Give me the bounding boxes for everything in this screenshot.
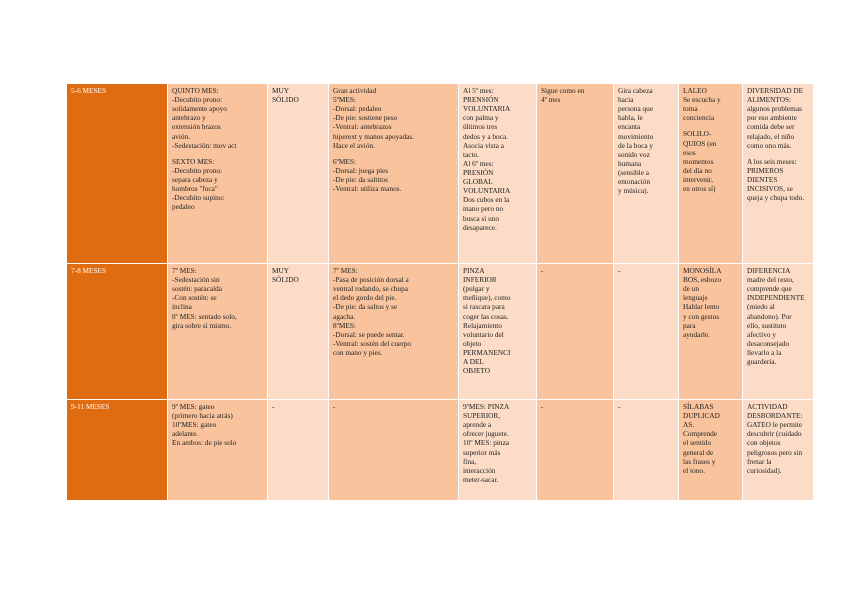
- cell-text-line: 9ºMES: PINZA: [463, 402, 510, 411]
- cell-text-line: curiosidad).: [747, 465, 782, 475]
- spacer: [683, 122, 739, 129]
- cell-text-line: Hablar lento: [683, 302, 720, 312]
- cell-text-line: QUINTO MES:: [172, 86, 219, 95]
- cell-text-line: 7º MES:: [172, 266, 197, 275]
- cell-text-line: 10º MES: pinza: [463, 438, 510, 448]
- cell-text-line: con palma y: [463, 113, 499, 123]
- cell-text-line: por eso ambiente: [747, 113, 797, 123]
- cell-text-line: -: [541, 402, 544, 411]
- cell-text-line: comprende que: [747, 284, 792, 294]
- cell-text-line: gira sobre sí mismo.: [172, 320, 232, 330]
- motor-cell: [168, 400, 268, 501]
- cell-text-line: extensión brazos: [172, 122, 221, 132]
- cell-text-line: SOLILO-: [683, 129, 712, 139]
- cell-text-line: lenguaje: [683, 293, 708, 303]
- cell-text-line: si rascara para: [463, 302, 505, 312]
- cell-text-line: con objetos: [747, 438, 781, 448]
- cell-text-line: meter-sacar.: [463, 474, 499, 484]
- cell-text-line: solidamente apoyo: [172, 104, 227, 114]
- age-cell: [67, 400, 168, 501]
- age-label: 5-6 MESES: [71, 86, 107, 95]
- cell-text-line: Comprende: [683, 429, 718, 439]
- development-table: [66, 83, 814, 501]
- cell-text-line: últimos tres: [463, 122, 498, 132]
- age-label: 7-8 MESES: [71, 266, 107, 275]
- vision-cell: [537, 84, 614, 264]
- cell-text-line: tacto.: [463, 149, 480, 159]
- cell-text-line: VOLUNTARIA: [463, 104, 511, 114]
- cell-text-line: ofrecer juguete.: [463, 429, 509, 439]
- cell-text-line: desaconsejado: [747, 338, 790, 348]
- cell-text-line: -Con sostén: se: [172, 293, 217, 303]
- age-cell: [67, 84, 168, 264]
- cell-text-line: LALEO: [683, 86, 707, 95]
- cell-text-line: coger las cosas.: [463, 311, 509, 321]
- cell-text-line: guardería.: [747, 357, 777, 367]
- vision-cell: [537, 264, 614, 400]
- cell-text-line: Dos cubos en la: [463, 195, 510, 205]
- tone-cell: [268, 84, 329, 264]
- spacer: [172, 150, 264, 157]
- cell-text-line: aprende a: [463, 420, 492, 430]
- cell-text-line: frenar la: [747, 456, 772, 466]
- cell-text-line: -: [618, 402, 621, 411]
- grasp-cell: [459, 400, 537, 501]
- cell-text-line: como uno más.: [747, 140, 792, 150]
- cell-text-line: DIFERENCIA: [747, 266, 791, 275]
- cell-text-line: 5ºMES:: [333, 95, 356, 105]
- cell-text-line: Hace el avión.: [333, 140, 375, 150]
- activity-cell: [329, 264, 459, 400]
- cell-text-line: -Ventral: antebrazos: [333, 122, 392, 132]
- cell-text-line: -Decubito supino:: [172, 193, 225, 203]
- cell-text-line: adelante.: [172, 429, 199, 439]
- cell-text-line: interacción: [463, 465, 496, 475]
- cell-text-line: superior más: [463, 447, 501, 457]
- cell-text-line: dedos y a boca.: [463, 131, 508, 141]
- cell-text-line: 9º MES: gateo: [172, 402, 215, 411]
- cell-text-line: MUY: [272, 266, 290, 275]
- cell-text-line: 7º MES:: [333, 266, 358, 275]
- cell-text-line: PINZA: [463, 266, 485, 275]
- hearing-cell: [614, 84, 679, 264]
- cell-text-line: humana: [618, 158, 642, 168]
- cell-text-line: de la boca y: [618, 140, 654, 150]
- cell-text-line: comida debe ser: [747, 122, 795, 132]
- table-body: [67, 84, 814, 501]
- cell-text-line: 10ºMES: gateo: [172, 420, 217, 430]
- cell-text-line: -Sedestación: mov act: [172, 140, 237, 150]
- cell-text-line: momentos: [683, 156, 714, 166]
- cell-text-line: el tono.: [683, 465, 705, 475]
- cell-text-line: algunos problemas: [747, 104, 802, 114]
- cell-text-line: sonido voz: [618, 149, 650, 159]
- cell-text-line: -Pasa de posición dorsal a: [333, 275, 409, 285]
- cell-text-line: fina,: [463, 456, 477, 466]
- cell-text-line: peligrosos pero sin: [747, 447, 803, 457]
- cell-text-line: afectivo y: [747, 329, 776, 339]
- tone-cell: [268, 400, 329, 501]
- cell-text-line: madre del resto,: [747, 275, 794, 285]
- cell-text-line: hombros "foca": [172, 184, 218, 194]
- cell-text-line: DIVERSIDAD DE: [747, 86, 804, 95]
- cell-text-line: MUY: [272, 86, 290, 95]
- cell-text-line: -Ventral: utiliza manos.: [333, 184, 402, 194]
- motor-cell: [168, 264, 268, 400]
- cell-text-line: -: [618, 266, 621, 275]
- cell-text-line: -Dorsal: juega pies: [333, 165, 389, 175]
- hearing-cell: [614, 264, 679, 400]
- cell-text-line: ventral rodando, se chupa: [333, 284, 408, 294]
- cell-text-line: (miedo al: [747, 302, 775, 312]
- cell-text-line: ACTIVIDAD: [747, 402, 788, 411]
- cell-text-line: busca si uno: [463, 213, 500, 223]
- cell-text-line: meñique), como: [463, 293, 511, 303]
- cell-text-line: -De pie: da saltitos: [333, 174, 388, 184]
- cell-text-line: Al 6º mes:: [463, 158, 494, 168]
- tone-cell: [268, 264, 329, 400]
- cell-text-line: -Ventral: sostén del cuerpo: [333, 338, 412, 348]
- cell-text-line: SÓLIDO: [272, 275, 299, 285]
- cell-text-line: AS.: [683, 420, 695, 430]
- language-cell: [679, 400, 743, 501]
- cell-text-line: de un: [683, 284, 700, 294]
- cell-text-line: movimiento: [618, 131, 654, 141]
- cell-text-line: general de: [683, 447, 714, 457]
- cell-text-line: inclina: [172, 302, 192, 312]
- cell-text-line: -Sedestación sin: [172, 275, 220, 285]
- grasp-cell: [459, 84, 537, 264]
- cell-text-line: abandono). Por: [747, 311, 792, 321]
- cell-text-line: las frases y: [683, 456, 716, 466]
- hearing-cell: [614, 400, 679, 501]
- activity-cell: [329, 84, 459, 264]
- cell-text-line: descubrir (cuidado: [747, 429, 802, 439]
- cell-text-line: antebrazo y: [172, 113, 206, 123]
- cell-text-line: 8º MES: sentado solo,: [172, 311, 237, 321]
- cell-text-line: -Dorsal: pedaleo: [333, 104, 382, 114]
- cell-text-line: queja y chupa todo.: [747, 193, 805, 203]
- social-cell: [743, 264, 814, 400]
- cell-text-line: -Dorsal: se puede sentar.: [333, 329, 405, 339]
- table-row: [67, 84, 814, 264]
- cell-text-line: desaparece.: [463, 222, 497, 232]
- cell-text-line: voluntario del: [463, 329, 504, 339]
- cell-text-line: -: [541, 266, 544, 275]
- cell-text-line: PERMANENCI: [463, 347, 511, 357]
- cell-text-line: habla, le: [618, 113, 643, 123]
- cell-text-line: -Decubito prono:: [172, 165, 223, 175]
- cell-text-line: -De pie: da saltos y se: [333, 302, 398, 312]
- cell-text-line: DESBORDANTE:: [747, 411, 803, 421]
- cell-text-line: sostén: paracaída: [172, 284, 223, 294]
- cell-text-line: hacia: [618, 95, 634, 105]
- cell-text-line: A DEL: [463, 357, 484, 367]
- cell-text-line: QUIOS (en: [683, 138, 717, 148]
- cell-text-line: SUPERIOR,: [463, 411, 501, 421]
- spacer: [333, 150, 455, 157]
- cell-text-line: GATEO le permite: [747, 420, 803, 430]
- cell-text-line: ayudarle.: [683, 329, 710, 339]
- cell-text-line: y música).: [618, 186, 649, 196]
- cell-text-line: intervenir,: [683, 174, 713, 184]
- cell-text-line: llevarlo a la: [747, 347, 782, 357]
- vision-cell: [537, 400, 614, 501]
- cell-text-line: -: [333, 402, 336, 411]
- cell-text-line: esos: [683, 147, 696, 157]
- cell-text-line: el dedo gordo del pie.: [333, 293, 397, 303]
- cell-text-line: entonación: [618, 177, 651, 187]
- cell-text-line: BOS, esbozo: [683, 275, 722, 285]
- cell-text-line: INDEPENDIENTE: [747, 293, 805, 303]
- cell-text-line: DIENTES: [747, 174, 778, 184]
- cell-text-line: persona que: [618, 104, 654, 114]
- cell-text-line: avión.: [172, 131, 191, 141]
- cell-text-line: Asocia vista a: [463, 140, 504, 150]
- language-cell: [679, 264, 743, 400]
- cell-text-line: PRIMEROS: [747, 165, 784, 175]
- age-cell: [67, 264, 168, 400]
- cell-text-line: (primero hacia atrás): [172, 411, 233, 421]
- cell-text-line: SÍLABAS: [683, 402, 714, 411]
- cell-text-line: Gran actividad: [333, 86, 377, 95]
- cell-text-line: GLOBAL: [463, 177, 493, 187]
- cell-text-line: y con gestos: [683, 311, 720, 321]
- cell-text-line: hiperext y manos apoyadas.: [333, 131, 415, 141]
- cell-text-line: toma: [683, 104, 698, 114]
- cell-text-line: En ambos: de pie solo: [172, 438, 237, 448]
- activity-cell: [329, 400, 459, 501]
- cell-text-line: INCISIVOS, se: [747, 184, 793, 194]
- cell-text-line: 6ºMES:: [333, 156, 356, 166]
- cell-text-line: Se escucha y: [683, 95, 721, 105]
- cell-text-line: Al 5º mes:: [463, 86, 494, 95]
- cell-text-line: 8ºMES:: [333, 320, 356, 330]
- cell-text-line: agacha.: [333, 311, 356, 321]
- spacer: [747, 150, 810, 157]
- cell-text-line: del día no: [683, 165, 712, 175]
- cell-text-line: Sigue como en: [541, 86, 585, 95]
- cell-text-line: relajado, el niño: [747, 131, 795, 141]
- cell-text-line: (sensible a: [618, 167, 650, 177]
- language-cell: [679, 84, 743, 264]
- cell-text-line: -Decubito prono:: [172, 95, 223, 105]
- cell-text-line: -: [272, 402, 275, 411]
- cell-text-line: SÓLIDO: [272, 95, 299, 105]
- cell-text-line: Gira cabeza: [618, 86, 653, 95]
- cell-text-line: (pulgar y: [463, 284, 490, 294]
- cell-text-line: Relajamiento: [463, 320, 502, 330]
- cell-text-line: -De pie: sostiene peso: [333, 113, 398, 123]
- cell-text-line: pedaleo: [172, 202, 195, 212]
- cell-text-line: ALIMENTOS:: [747, 95, 792, 105]
- cell-text-line: MONOSÍLA: [683, 266, 722, 275]
- cell-text-line: SEXTO MES:: [172, 156, 215, 166]
- cell-text-line: VOLUNTARIA: [463, 186, 511, 196]
- cell-text-line: en otros sí): [683, 184, 716, 194]
- social-cell: [743, 400, 814, 501]
- grasp-cell: [459, 264, 537, 400]
- cell-text-line: separa cabeza y: [172, 174, 218, 184]
- table-row: [67, 264, 814, 400]
- cell-text-line: para: [683, 320, 696, 330]
- cell-text-line: A los seis meses:: [747, 156, 797, 166]
- cell-text-line: mano pero no: [463, 204, 504, 214]
- social-cell: [743, 84, 814, 264]
- cell-text-line: encanta: [618, 122, 641, 132]
- cell-text-line: objeto: [463, 338, 482, 348]
- age-label: 9-11 MESES: [71, 402, 110, 411]
- motor-cell: [168, 84, 268, 264]
- cell-text-line: INFERIOR: [463, 275, 497, 285]
- cell-text-line: 4º mes: [541, 95, 561, 105]
- cell-text-line: PRENSIÓN: [463, 95, 499, 105]
- cell-text-line: OBJETO: [463, 366, 491, 376]
- cell-text-line: conciencia: [683, 113, 715, 123]
- cell-text-line: con mano y pies.: [333, 347, 383, 357]
- cell-text-line: PRESIÓN: [463, 167, 494, 177]
- table-row: [67, 400, 814, 501]
- cell-text-line: DUPLICAD: [683, 411, 720, 421]
- cell-text-line: ello, sustituto: [747, 320, 787, 330]
- cell-text-line: el sentido: [683, 438, 712, 448]
